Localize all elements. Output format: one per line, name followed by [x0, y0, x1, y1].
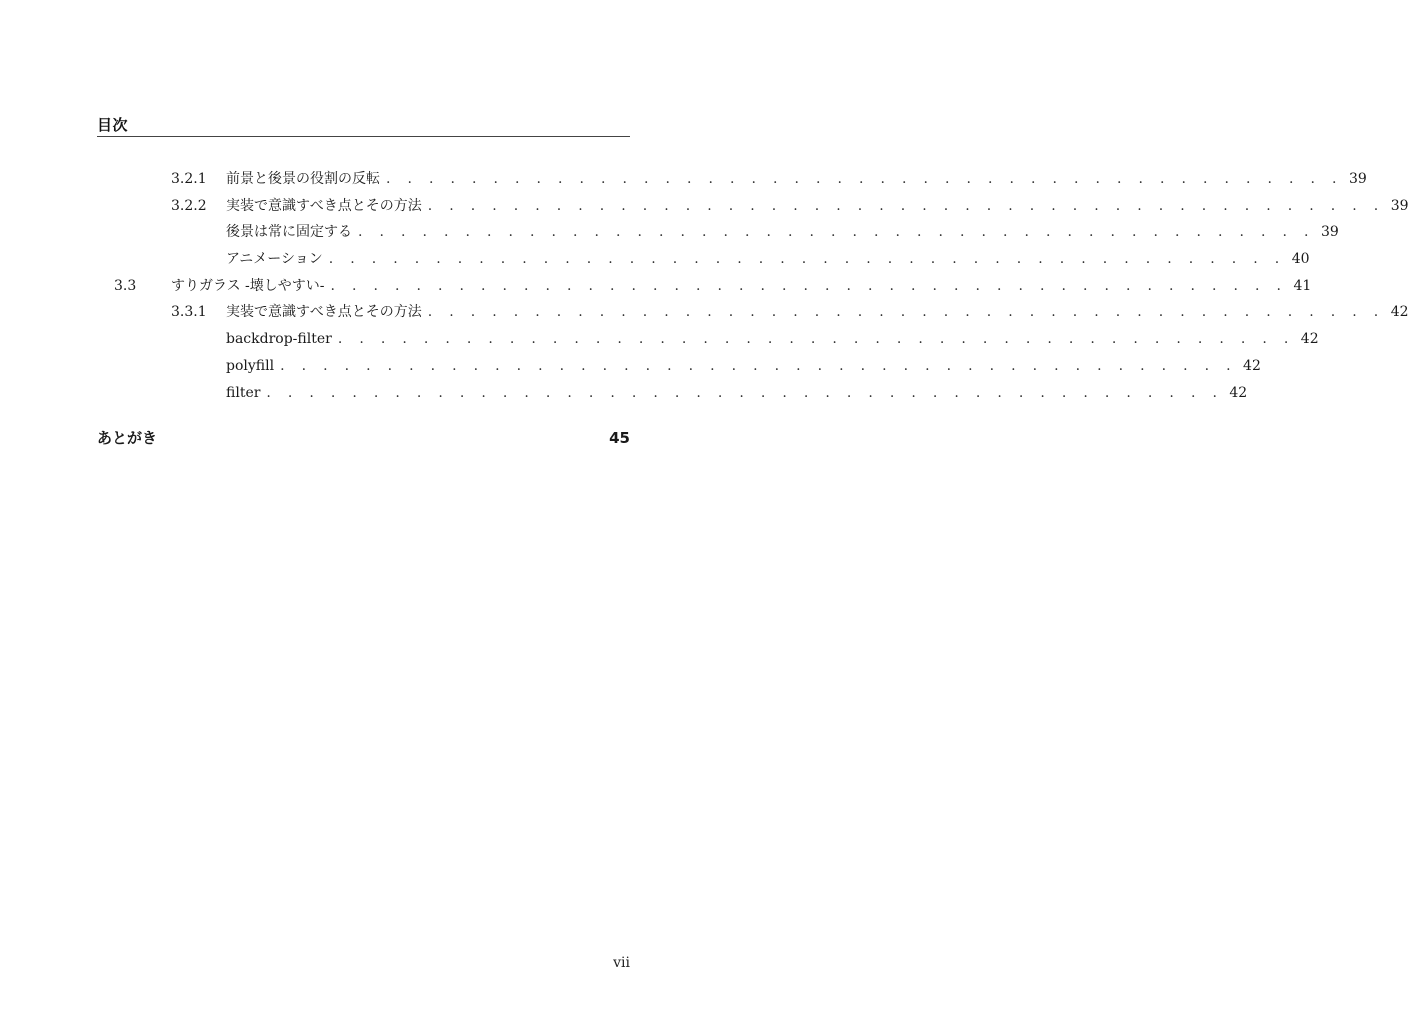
dot-leader: . . . . . . . . . . . . . . . . . . . . . . . . . . . . . . . . . . . . . . . . . . . . . [280, 358, 1237, 374]
toc-entry-number: 3.3.1 [171, 304, 207, 320]
toc-entry-number: 3.2.2 [171, 198, 207, 214]
chapter-page: 45 [609, 429, 630, 447]
toc-entry-line [226, 329, 1319, 349]
toc-entry-page: 42 [1300, 331, 1319, 347]
toc-entry[interactable] [97, 276, 1312, 296]
toc-entry[interactable] [97, 196, 1409, 216]
toc-entry[interactable] [97, 302, 1409, 322]
toc-entry-title: 実装で意識すべき点とその方法 [226, 304, 422, 320]
toc-entry-page: 42 [1243, 358, 1261, 374]
toc-entry[interactable] [97, 356, 1261, 376]
toc-entry[interactable] [97, 383, 1248, 403]
toc-entry-page: 41 [1293, 278, 1312, 294]
toc-entry-line [226, 249, 1310, 269]
toc-entry-line [226, 383, 1248, 403]
toc-entry[interactable] [97, 249, 1310, 269]
page-number: vii [613, 955, 630, 971]
toc-entry-number: 3.2.1 [171, 171, 207, 187]
toc-entry-line [226, 169, 1367, 189]
dot-leader: . . . . . . . . . . . . . . . . . . . . . . . . . . . . . . . . . . . . . . . . . . . . . [427, 304, 1385, 320]
chapter-title: あとがき [97, 429, 158, 447]
dot-leader: . . . . . . . . . . . . . . . . . . . . . . . . . . . . . . . . . . . . . . . . . . . . . [337, 331, 1295, 347]
toc-entry-line [226, 222, 1339, 242]
dot-leader: . . . . . . . . . . . . . . . . . . . . . . . . . . . . . . . . . . . . . . . . . . . . . [427, 198, 1385, 214]
toc-entry-page: 39 [1390, 198, 1409, 214]
toc-entry-number: 3.3 [114, 278, 137, 294]
toc-entry-title: backdrop-filter [226, 331, 332, 347]
dot-leader: . . . . . . . . . . . . . . . . . . . . . . . . . . . . . . . . . . . . . . . . . . . . . [386, 171, 1343, 187]
toc-entry-title: polyfill [226, 358, 275, 374]
toc-entry-line [226, 302, 1409, 322]
dot-leader: . . . . . . . . . . . . . . . . . . . . . . . . . . . . . . . . . . . . . . . . . . . . . [330, 278, 1288, 294]
toc-entry[interactable] [97, 329, 1319, 349]
toc-entry[interactable] [97, 169, 1367, 189]
toc-entry-line [226, 196, 1409, 216]
toc-entry-title: 実装で意識すべき点とその方法 [226, 198, 422, 214]
dot-leader: . . . . . . . . . . . . . . . . . . . . . . . . . . . . . . . . . . . . . . . . . . . . . [266, 385, 1224, 401]
toc-entry-page: 39 [1320, 224, 1339, 240]
toc-entry-title: 前景と後景の役割の反転 [226, 171, 380, 187]
toc-entry-page: 42 [1229, 385, 1248, 401]
toc-entry[interactable] [97, 222, 1339, 242]
toc-chapter-afterword[interactable] [97, 427, 630, 449]
toc-entry-page: 40 [1291, 251, 1310, 267]
toc-entry-title: filter [226, 385, 261, 401]
toc-entry-title: 後景は常に固定する [226, 224, 352, 240]
dot-leader: . . . . . . . . . . . . . . . . . . . . . . . . . . . . . . . . . . . . . . . . . . . . . [328, 251, 1286, 267]
toc-entry-title: アニメーション [226, 251, 323, 267]
toc-heading: 目次 [97, 116, 129, 134]
toc-entry-line [171, 276, 1312, 296]
toc-entry-page: 39 [1348, 171, 1367, 187]
toc-entry-title: すりガラス -壊しやすい- [171, 278, 325, 294]
toc-entry-page: 42 [1390, 304, 1409, 320]
heading-rule [97, 136, 630, 137]
dot-leader: . . . . . . . . . . . . . . . . . . . . . . . . . . . . . . . . . . . . . . . . . . . . . [358, 224, 1315, 240]
toc-entry-line [226, 356, 1261, 376]
